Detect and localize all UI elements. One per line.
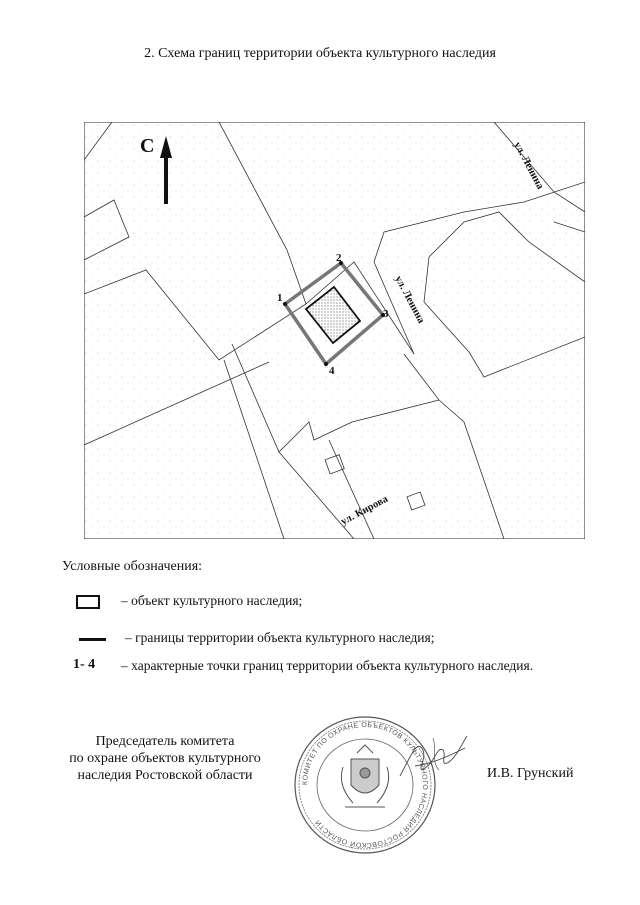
signatory-title xyxy=(55,733,275,784)
north-label: С xyxy=(140,135,155,157)
coat-of-arms-icon xyxy=(341,745,388,807)
signatory-title-line: наследия Ростовской области xyxy=(77,768,253,783)
boundary-map xyxy=(84,122,585,539)
street-label-lenina-top: ул. Ленина xyxy=(511,140,546,192)
page-title: 2. Схема границ территории объекта культурного наследия xyxy=(144,46,496,61)
street-label-kirova: ул. Кирова xyxy=(339,493,390,528)
handwritten-signature xyxy=(395,728,470,788)
legend-points-text: – характерные точки границ территории объекта культурного наследия. xyxy=(121,658,534,673)
legend-item-object xyxy=(0,592,640,616)
legend-object-symbol xyxy=(76,595,100,609)
legend-boundary-text: – границы территории объекта культурного наследия; xyxy=(125,630,435,645)
boundary-point-2: 2 xyxy=(336,252,342,264)
legend-item-boundary xyxy=(0,629,640,653)
boundary-point-3: 3 xyxy=(383,308,389,320)
legend-title: Условные обозначения: xyxy=(62,559,203,574)
seal-text: КОМИТЕТ ПО ОХРАНЕ ОБЪЕКТОВ КУЛЬТУРНОГО НАСЛЕДИЯ РОСТОВСКОЙ ОБЛАСТИ xyxy=(301,721,429,849)
signatory-name: И.В. Грунский xyxy=(487,766,574,781)
boundary-point-4-marker xyxy=(324,362,328,366)
street-label-lenina-mid: ул. Ленина xyxy=(392,274,427,326)
legend-points-symbol: 1- 4 xyxy=(73,657,96,672)
legend-item-points xyxy=(0,656,640,680)
boundary-point-1: 1 xyxy=(277,292,283,304)
signatory-title-line: по охране объектов культурного xyxy=(69,751,261,766)
legend-object-text: – объект культурного наследия; xyxy=(121,593,303,608)
legend-boundary-symbol xyxy=(79,638,106,641)
boundary-point-1-marker xyxy=(283,302,287,306)
signatory-title-line: Председатель комитета xyxy=(95,734,235,749)
boundary-point-4: 4 xyxy=(329,365,335,377)
